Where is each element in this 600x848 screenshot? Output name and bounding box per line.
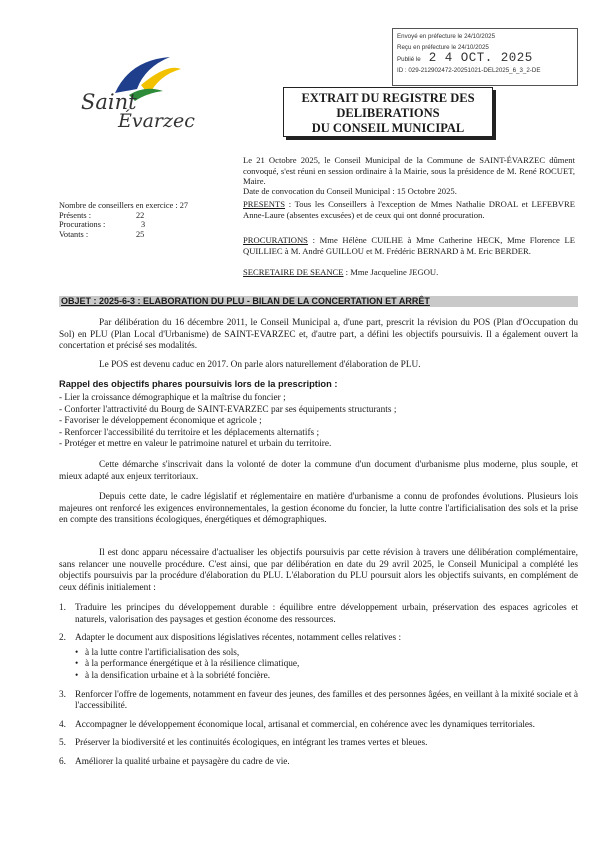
stamp-id: ID : 029-212902472-20251021-DEL2025_6_3_2-DE (397, 67, 541, 74)
presents-text: : Tous les Conseillers à l'exception de Mmes Nathalie DROAL et LEFEBVRE Anne-Laure (absentes excusées) et de ceux qui ont donné procuration. (243, 199, 575, 220)
presents-paragraph (243, 199, 575, 220)
body-paragraph-1: Par délibération du 16 décembre 2011, le Conseil Municipal a, d'une part, prescrit la révision du POS (Plan d'Occupation du Sol) en PLU (Plan Local d'Urbanisme) de SAINT-EVARZEC et, d'autre part, a défini les objectifs poursuivis. Il a également ouvert la concertation et précisé ses modalités. (59, 318, 578, 352)
council-counts (59, 201, 188, 239)
list-item: - Protéger et mettre en valeur le patrimoine naturel et urbain du territoire. (59, 439, 332, 450)
numbered-item (59, 720, 578, 732)
stamp-publie-label: Publié le (397, 56, 421, 63)
item-number: 1. (59, 603, 66, 613)
prefecture-stamp (392, 28, 578, 86)
list-item: - Favoriser le développement économique et agricole ; (59, 416, 262, 427)
bullet-item: • à la lutte contre l'artificialisation des sols, (75, 648, 578, 660)
body-paragraph-3: Cette démarche s'inscrivait dans la volonté de doter la commune d'un document d'urbanisme plus moderne, plus souple, et mieux adapté aux enjeux territoriaux. (59, 460, 578, 482)
numbered-item (59, 738, 578, 750)
stamp-publie-row (397, 53, 577, 65)
item-text: Améliorer la qualité urbaine et paysagère du cadre de vie. (75, 756, 290, 767)
objectives-list (59, 393, 578, 451)
count-label: Votants : (59, 229, 89, 239)
convocation-date: Date de convocation du Conseil Municipal : 15 Octobre 2025. (243, 186, 457, 196)
item-text: Préserver la biodiversité et les continuités écologiques, en intégrant les trames vertes et bleues. (75, 738, 428, 749)
stamp-publie-date: 2 4 OCT. 2025 (428, 51, 533, 65)
item-text: Accompagner le développement économique local, artisanal et commercial, en cohérence avec les dynamiques territoriales. (75, 719, 535, 730)
presents-label: PRESENTS (243, 199, 286, 209)
stamp-recu: Reçu en préfecture le 24/10/2025 (397, 44, 489, 51)
count-value: 22 (136, 210, 145, 220)
stamp-envoye: Envoyé en préfecture le 24/10/2025 (397, 33, 496, 40)
procurations-paragraph (243, 235, 575, 256)
item-number: 3. (59, 689, 66, 700)
count-row (59, 220, 188, 230)
list-item: - Lier la croissance démographique et la maîtrise du foncier ; (59, 393, 286, 403)
secretaire-paragraph (243, 267, 575, 278)
session-intro: Le 21 Octobre 2025, le Conseil Municipal de la Commune de SAINT-ÉVARZEC dûment convoqué, s'est réuni en session ordinaire à la Mairie, sous la présidence de M. René ROCUET, Maire. (243, 155, 575, 186)
numbered-item (59, 603, 578, 626)
count-value: 3 (141, 220, 146, 230)
bullet-item: • à la performance énergétique et à la résilience climatique, (75, 659, 578, 671)
body-paragraph-2: Le POS est devenu caduc en 2017. On parle alors naturellement d'élaboration de PLU. (99, 360, 421, 370)
procurations-text: : Mme Hélène CUILHE à Mme Catherine HECK, Mme Florence LE QUILLIEC à M. André GUILLOU et M. Frédéric BERNARD à M. Eric BERDER. (243, 235, 575, 256)
count-row (59, 211, 188, 221)
numbered-item (59, 757, 578, 769)
item-number: 5. (59, 738, 66, 749)
title-line: EXTRAIT DU REGISTRE DES (301, 91, 475, 105)
secretaire-text: : Mme Jacqueline JEGOU. (343, 267, 439, 277)
title-line: DELIBERATIONS (336, 106, 440, 120)
item-text: Renforcer l'offre de logements, notamment en faveur des jeunes, des familles et des personnes âgées, en veillant à la mixité sociale et à l'accessibilité. (75, 689, 578, 712)
item-text: Traduire les principes du développement durable : équilibre entre développement urbain, préservation des espaces agricoles et naturels, valorisation des paysages et gestion économe des ressources. (75, 603, 578, 625)
item-number: 6. (59, 756, 66, 767)
count-row (59, 230, 188, 240)
list-item: - Renforcer l'accessibilité du territoire et les déplacements alternatifs ; (59, 427, 320, 438)
numbered-objectives (59, 603, 578, 776)
document-title (283, 87, 493, 137)
logo-text-saint: Saint (81, 90, 137, 114)
count-label: Procurations : (59, 220, 106, 230)
title-line: DU CONSEIL MUNICIPAL (311, 121, 465, 135)
secretaire-label: SECRETAIRE DE SEANCE (243, 267, 344, 277)
body-paragraph-5: Il est donc apparu nécessaire d'actualiser les objectifs poursuivis par cette révision à travers une délibération complémentaire, sans relancer une nouvelle procédure. C'est ainsi, que par délibération en date du 29 avril 2025, le Conseil Municipal a complété les objectifs poursuivis par la procédure d'élaboration du PLU. L'élaboration du PLU poursuit alors les objectifs suivants, en complément de ceux définis initialement : (59, 548, 578, 593)
bullet-item: • à la densification urbaine et à la sobriété foncière. (75, 671, 578, 683)
counts-title: Nombre de conseillers en exercice : 27 (59, 201, 189, 210)
body-paragraph-4: Depuis cette date, le cadre législatif et réglementaire en matière d'urbanisme a connu de profondes évolutions. Plusieurs lois majeures ont renforcé les exigences environnementales, la gestion économe du foncier, la lutte contre l'artificialisation des sols et la prise en compte des transitions écologiques, énergétiques et démographiques. (59, 492, 578, 526)
item-number: 2. (59, 633, 66, 644)
item-text: Adapter le document aux dispositions législatives récentes, notamment celles relatives : (75, 633, 402, 644)
objet-bar (59, 296, 578, 307)
numbered-item (59, 633, 578, 682)
count-value: 25 (136, 229, 145, 239)
item-number: 4. (59, 719, 66, 730)
rappel-heading: Rappel des objectifs phares poursuivis lors de la prescription : (59, 379, 338, 389)
count-label: Présents : (59, 210, 92, 220)
list-item: - Conforter l'attractivité du Bourg de SAINT-EVARZEC par ses équipements structurants ; (59, 404, 397, 415)
procurations-label: PROCURATIONS (243, 235, 308, 245)
logo-text-evarzec: Évarzec (118, 110, 195, 132)
objet-text: OBJET : 2025-6-3 : ELABORATION DU PLU - BILAN DE LA CONCERTATION ET ARRÊT (61, 296, 430, 306)
numbered-item (59, 690, 578, 713)
bullet-list (75, 648, 578, 683)
item-body (75, 633, 578, 682)
